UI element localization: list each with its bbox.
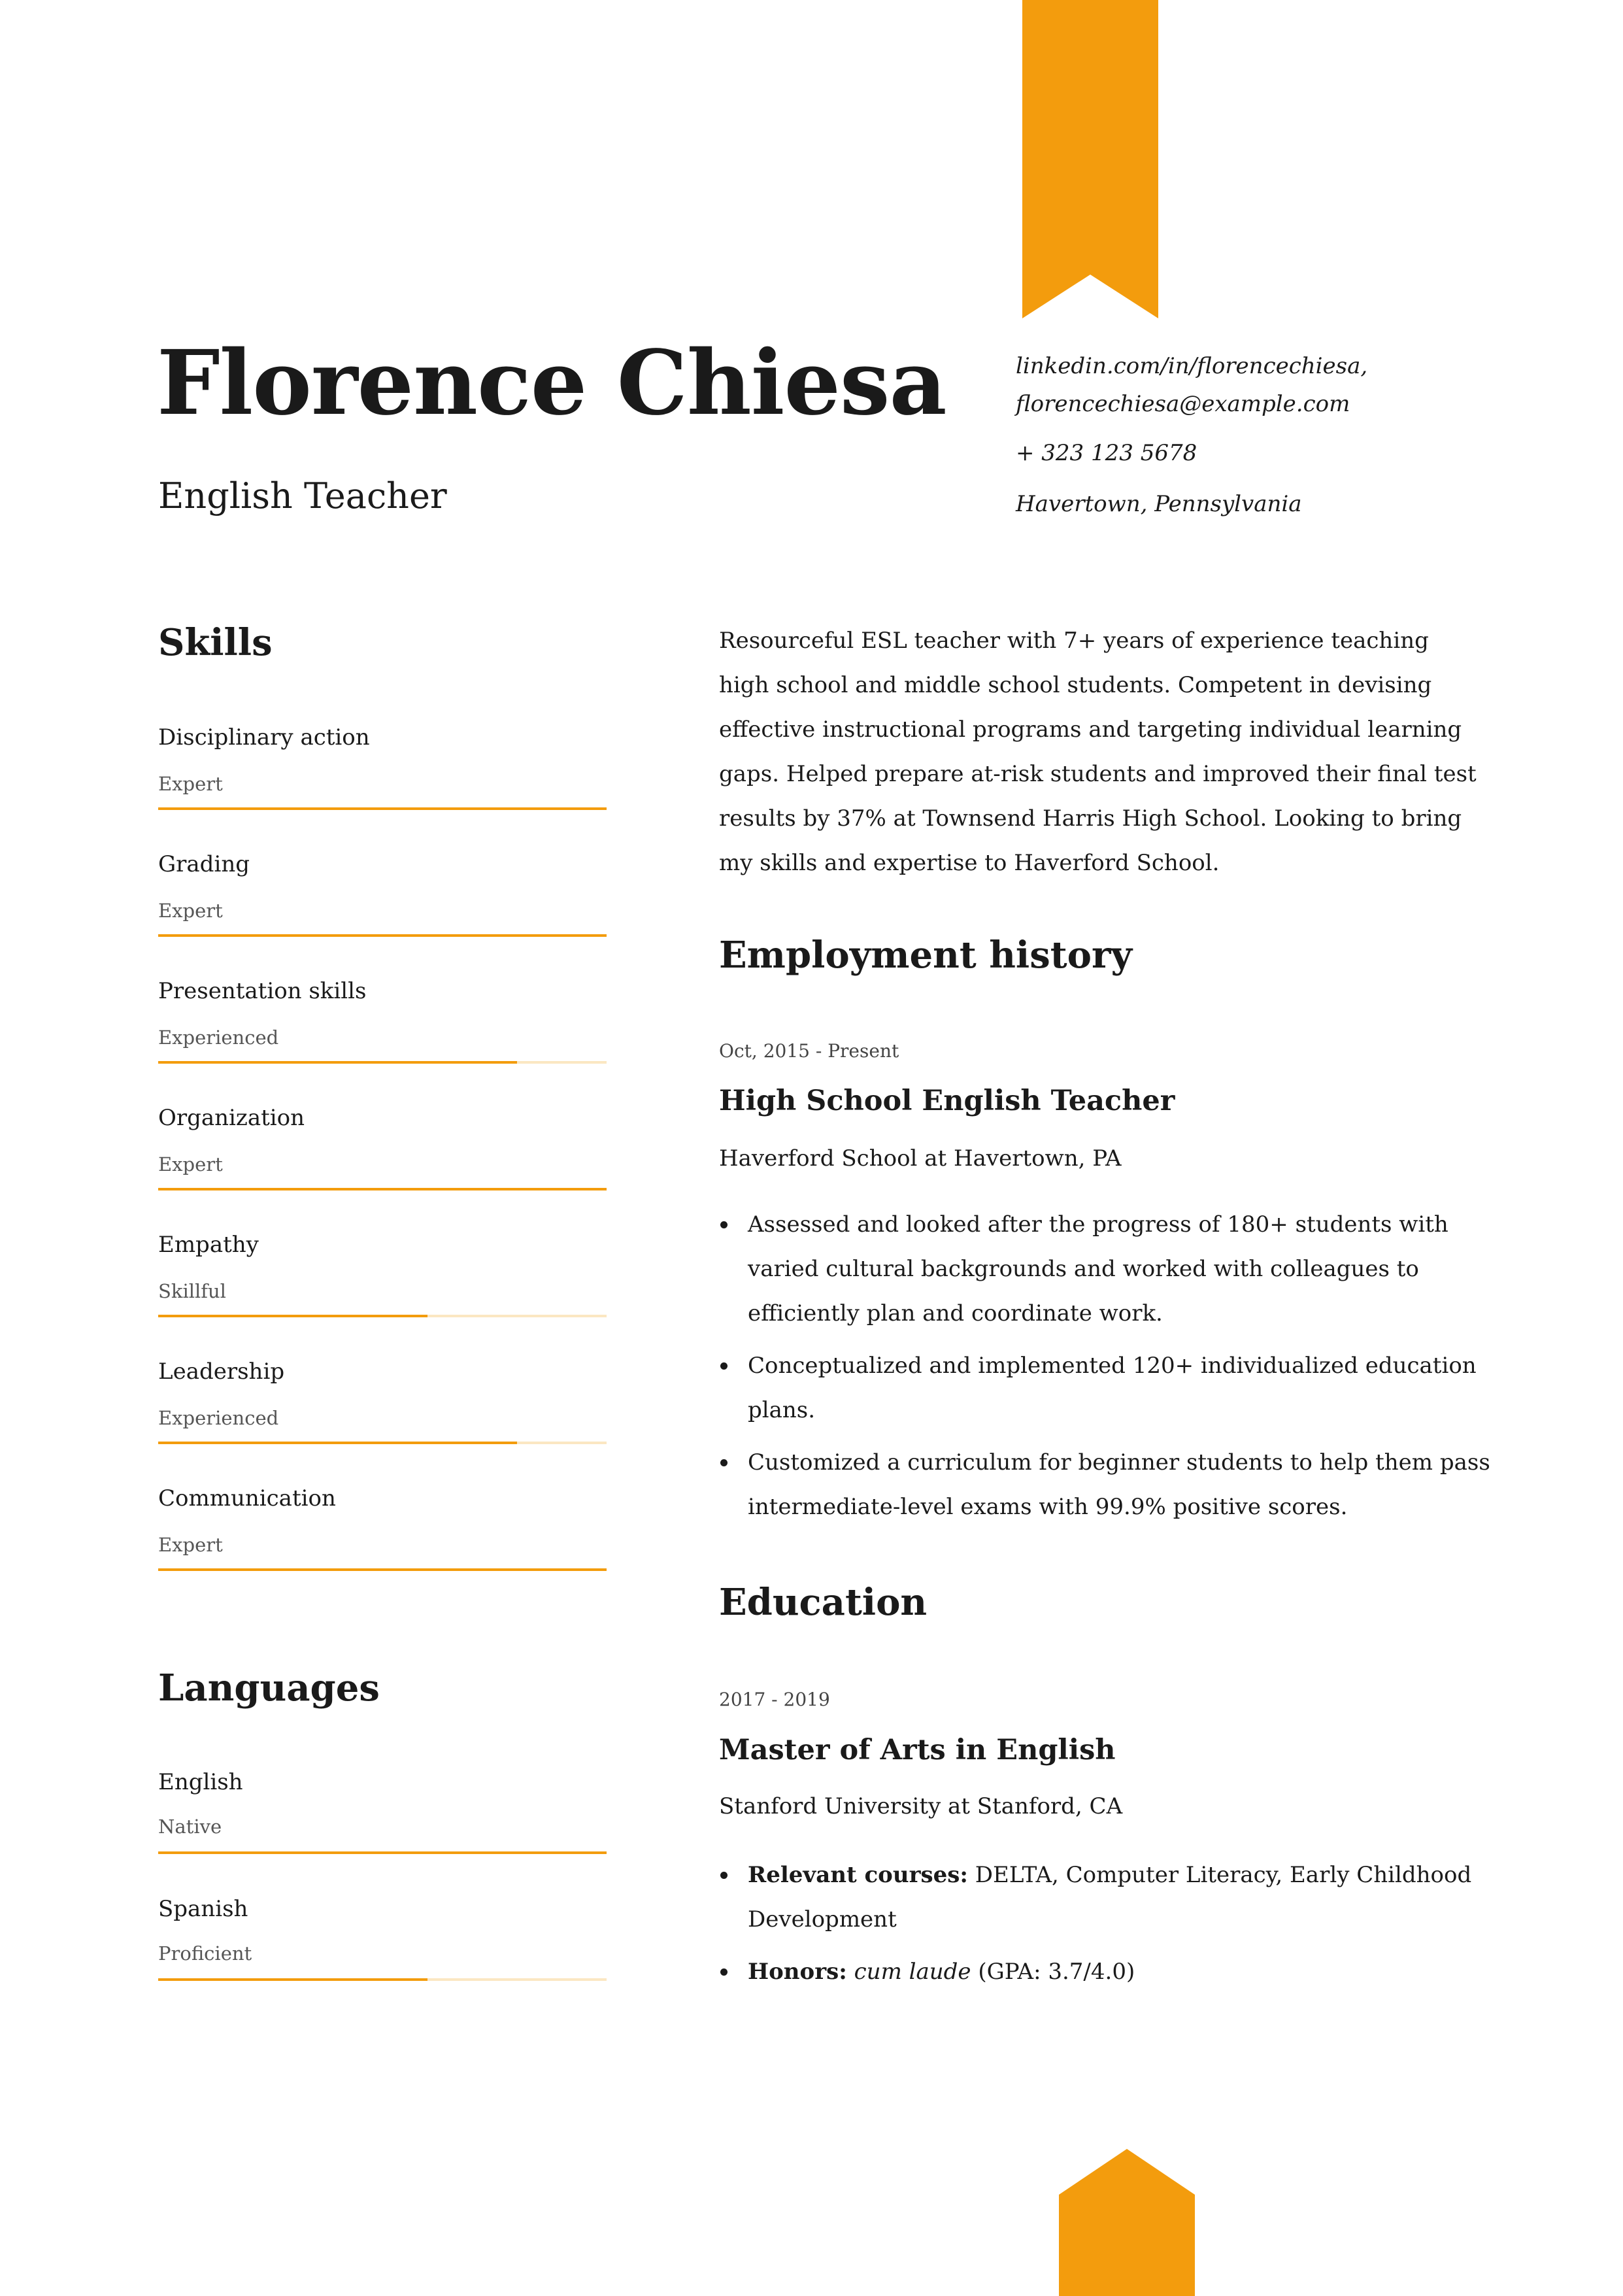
courses-bullet [719,1853,1497,1942]
skill-name: Disciplinary action [158,724,370,751]
skill-name: Organization [158,1105,305,1131]
skill-name: Presentation skills [158,978,367,1004]
honors-gpa: (GPA: 3.7/4.0) [971,1959,1135,1985]
skill-bar-fill [158,934,607,937]
job-dates: Oct, 2015 - Present [719,1040,899,1062]
skill-name: Leadership [158,1359,285,1385]
skill-bar-fill [158,807,607,810]
language-bar [158,1851,607,1854]
courses-label: Relevant courses: [748,1862,968,1888]
honors-label: Honors: [748,1959,847,1985]
skill-level: Experienced [158,1026,279,1049]
job-bullet: Customized a curriculum for beginner students to help them pass intermediate-level exams with 99.9% positive scores. [719,1440,1497,1529]
skills-heading: Skills [158,621,273,664]
language-bar-fill [158,1851,607,1854]
education-dates: 2017 - 2019 [719,1689,830,1710]
linkedin-link[interactable]: linkedin.com/in/florencechiesa, [1016,353,1368,379]
language-name: Spanish [158,1896,248,1922]
degree-title: Master of Arts in English [719,1734,1116,1766]
skill-level: Expert [158,1153,223,1175]
skill-bar-fill [158,1568,607,1571]
employer: Haverford School at Havertown, PA [719,1145,1122,1172]
education-heading: Education [719,1581,928,1624]
honors-bullet [719,1950,1497,1994]
skill-bar [158,1188,607,1190]
job-bullet: Assessed and looked after the progress of 180+ students with varied cultural backgrounds and worked with colleagues to efficiently plan and coordinate work. [719,1202,1497,1336]
skill-level: Skillful [158,1280,226,1302]
skill-level: Expert [158,900,223,922]
skill-level: Experienced [158,1407,279,1429]
skill-level: Expert [158,1534,223,1556]
courses-text: DELTA, Computer Literacy, Early Childhood Development [748,1862,1472,1933]
skill-bar [158,934,607,937]
job-bullet: Conceptualized and implemented 120+ individualized education plans. [719,1343,1497,1432]
language-level: Proficient [158,1942,252,1965]
skill-bar [158,807,607,810]
skill-bar [158,1315,607,1317]
top-ribbon-decoration [1022,0,1158,318]
school-name: Stanford University at Stanford, CA [719,1793,1123,1819]
location: Havertown, Pennsylvania [1016,491,1302,517]
email-link[interactable]: florencechiesa@example.com [1016,391,1350,417]
phone-number: + 323 123 5678 [1016,440,1197,466]
job-bullets [719,1202,1497,1529]
skill-name: Communication [158,1485,336,1511]
skill-bar-fill [158,1442,517,1444]
skill-name: Grading [158,851,250,877]
employment-heading: Employment history [719,934,1132,977]
skill-level: Expert [158,773,223,795]
candidate-name: Florence Chiesa [157,331,946,435]
honors-italic: cum laude [854,1959,971,1985]
bottom-ribbon-decoration [1059,2149,1195,2296]
skill-bar [158,1442,607,1444]
skill-bar-fill [158,1061,517,1064]
skill-name: Empathy [158,1232,259,1258]
language-bar [158,1978,607,1981]
skill-bar-fill [158,1188,607,1190]
language-bar-fill [158,1978,427,1981]
job-title: High School English Teacher [719,1085,1175,1117]
language-name: English [158,1769,243,1795]
profile-summary: Resourceful ESL teacher with 7+ years of experience teaching high school and middle school students. Competent in devising effective instructional programs and targeting individual learning gaps. Helped prepare at-risk students and improved their final test results by 37% at Townsend Harris High School. Looking to bring my skills and expertise to Haverford School. [719,628,1477,876]
languages-heading: Languages [158,1666,380,1710]
skill-bar [158,1568,607,1571]
job-role: English Teacher [158,475,447,516]
language-level: Native [158,1815,222,1838]
skill-bar [158,1061,607,1064]
skill-bar-fill [158,1315,427,1317]
education-bullets [719,1853,1497,1994]
